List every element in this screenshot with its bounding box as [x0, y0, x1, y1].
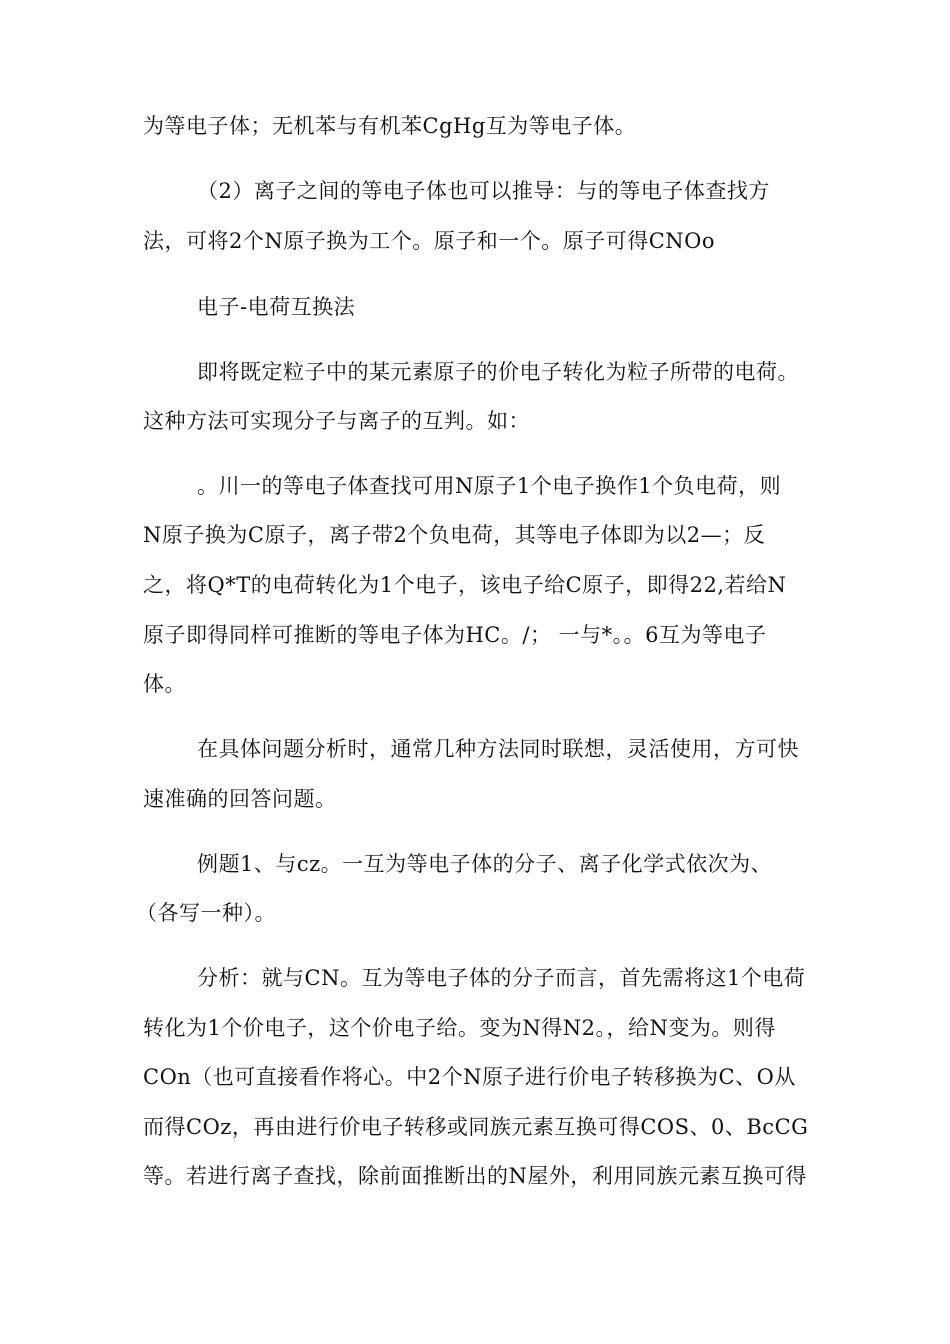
text-line: 之，将Q*T的电荷转化为1个电子，该电子给C原子，即得22,若给N — [143, 573, 787, 597]
text-line: 为等电子体；无机苯与有机苯CgHg互为等电子体。 — [143, 114, 637, 138]
text-line: 等。若进行离子查找，除前面推断出的N屋外，利用同族元素互换可得 — [143, 1164, 807, 1188]
text-line: 即将既定粒子中的某元素原子的价电子转化为粒子所带的电荷。 — [197, 360, 799, 384]
text-line: COn（也可直接看作将心。中2个N原子进行价电子转移换为C、O从 — [143, 1065, 796, 1089]
text-line: N原子换为C原子，离子带2个负电荷，其等电子体即为以2—；反 — [143, 523, 766, 547]
text-line: 。川一的等电子体查找可用N原子1个电子换作1个负电荷，则 — [197, 474, 782, 498]
text-line: 原子即得同样可推断的等电子体为HC。/； 一与*。。6互为等电子 — [143, 623, 767, 647]
text-line: 体。 — [143, 672, 186, 696]
text-line: （2）离子之间的等电子体也可以推导：与的等电子体查找方 — [197, 179, 770, 203]
text-line: 法，可将2个N原子换为工个。原子和一个。原子可得CNOo — [143, 229, 716, 253]
text-line: （各写一种）。 — [136, 901, 276, 925]
text-line: 而得COz，再由进行价电子转移或同族元素互换可得COS、0、BcCG — [143, 1115, 809, 1139]
text-line: 这种方法可实现分子与离子的互判。如： — [143, 409, 530, 433]
section-heading: 电子-电荷互换法 — [197, 295, 356, 319]
text-line: 转化为1个价电子，这个价电子给。变为N得N2。，给N变为。则得 — [143, 1016, 776, 1040]
text-line: 分析：就与CN。互为等电子体的分子而言，首先需将这1个电荷 — [197, 966, 806, 990]
text-line: 速准确的回答问题。 — [143, 787, 337, 811]
text-line: 例题1、与cz。一互为等电子体的分子、离子化学式依次为、 — [197, 852, 773, 876]
text-line: 在具体问题分析时，通常几种方法同时联想，灵活使用，方可快 — [197, 737, 799, 761]
